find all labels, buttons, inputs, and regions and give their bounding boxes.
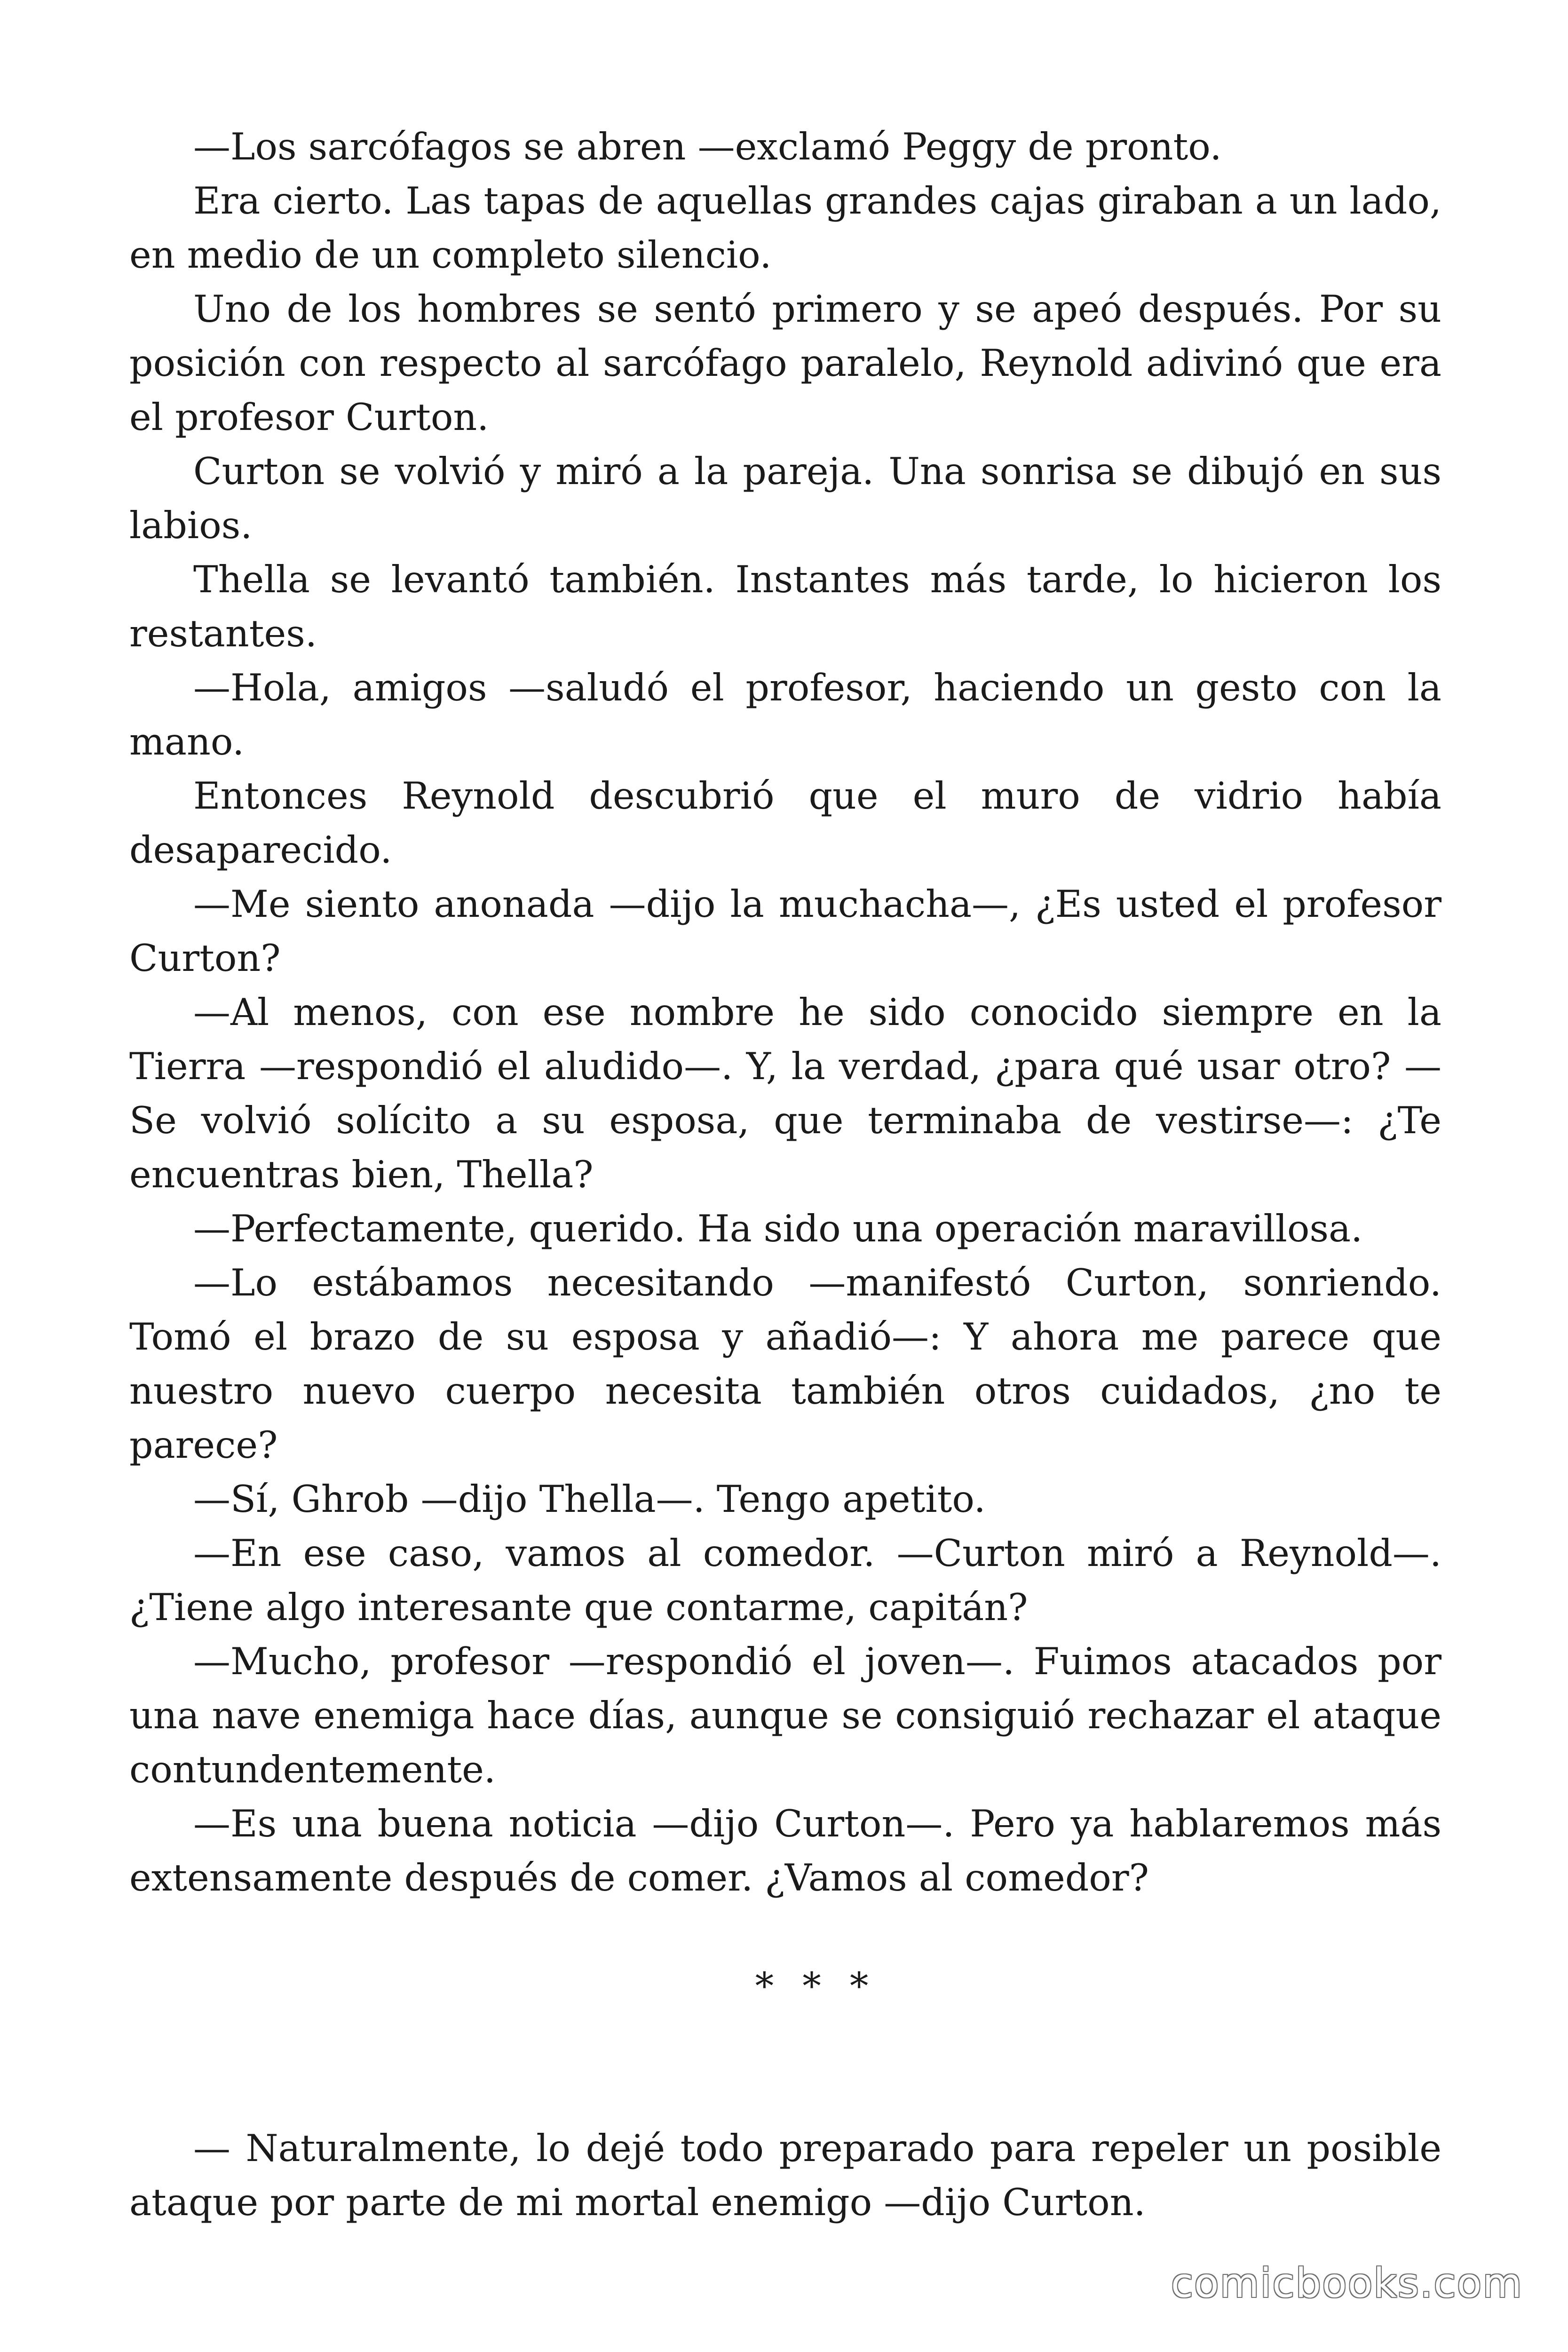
paragraph: —Me siento anonada —dijo la muchacha—, ¿Es usted el profesor Curton?	[129, 882, 1441, 980]
spacer	[129, 1905, 1441, 1959]
paragraph: —Sí, Ghrob —dijo Thella—. Tengo apetito.	[193, 1478, 986, 1521]
spacer	[129, 2013, 1441, 2122]
paragraph: Curton se volvió y miró a la pareja. Una sonrisa se dibujó en sus labios.	[129, 450, 1441, 547]
scene-separator: * * *	[755, 1964, 877, 2008]
paragraph: — Naturalmente, lo dejé todo preparado para repeler un posible ataque por parte de mi mortal enemigo —dijo Curton.	[129, 2127, 1441, 2224]
paragraph: Thella se levantó también. Instantes más tarde, lo hicieron los restantes.	[129, 558, 1441, 655]
paragraph: —En ese caso, vamos al comedor. —Curton miró a Reynold—. ¿Tiene algo interesante que contarme, capitán?	[129, 1532, 1441, 1629]
paragraph: —Perfectamente, querido. Ha sido una operación maravillosa.	[193, 1207, 1363, 1250]
book-page	[129, 120, 1441, 2230]
paragraph: Uno de los hombres se sentó primero y se apeó después. Por su posición con respecto al sarcófago paralelo, Reynold adivinó que era el profesor Curton.	[129, 287, 1441, 439]
paragraph: Era cierto. Las tapas de aquellas grandes cajas giraban a un lado, en medio de un completo silencio.	[129, 179, 1441, 277]
paragraph: —Lo estábamos necesitando —manifestó Curton, sonriendo. Tomó el brazo de su esposa y añadió—: Y ahora me parece que nuestro nuevo cuerpo necesita también otros cuidados, ¿no te parece?	[129, 1261, 1441, 1467]
paragraph: —Es una buena noticia —dijo Curton—. Pero ya hablaremos más extensamente después de comer. ¿Vamos al comedor?	[129, 1802, 1441, 1899]
watermark-logo: comicbooks.com	[1171, 2260, 1523, 2307]
paragraph: —Mucho, profesor —respondió el joven—. Fuimos atacados por una nave enemiga hace días, aunque se consiguió rechazar el ataque contundentemente.	[129, 1640, 1441, 1791]
paragraph: —Los sarcófagos se abren —exclamó Peggy de pronto.	[193, 125, 1222, 168]
paragraph: —Al menos, con ese nombre he sido conocido siempre en la Tierra —respondió el aludido—. Y, la verdad, ¿para qué usar otro? —Se volvió solícito a su esposa, que terminaba de vestirse—: ¿Te encuentras bien, Thella?	[129, 991, 1441, 1196]
paragraph: Entonces Reynold descubrió que el muro de vidrio había desaparecido.	[129, 774, 1441, 872]
paragraph: —Hola, amigos —saludó el profesor, haciendo un gesto con la mano.	[129, 666, 1441, 763]
